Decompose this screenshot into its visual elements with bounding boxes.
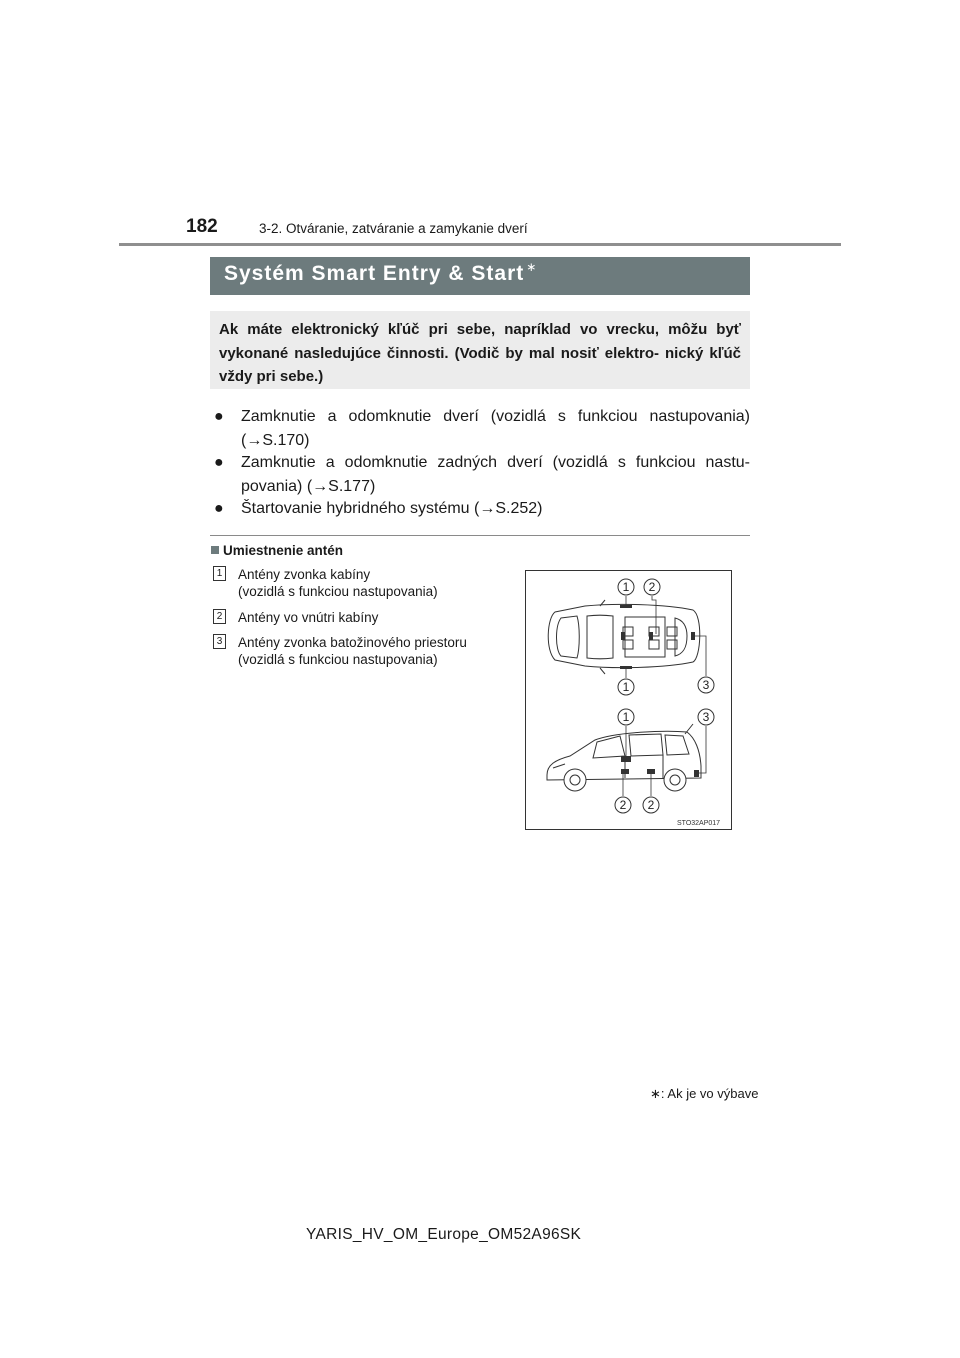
antenna-number-badge: 1 <box>213 566 226 581</box>
antenna-mark <box>621 756 631 762</box>
antenna-description-line: Antény vo vnútri kabíny <box>238 610 379 625</box>
bullet-dot: ● <box>214 408 224 425</box>
antenna-mark <box>620 605 632 608</box>
bullet-text: Zamknutie a odomknutie zadných dverí (vozidlá s funkciou nastu- povania) (→S.177) <box>241 454 750 495</box>
antenna-mark <box>649 632 653 640</box>
bullet-dot: ● <box>214 454 224 471</box>
footnote-marker: ∗ <box>650 1086 661 1101</box>
antenna-mark <box>691 632 695 640</box>
section-title: Systém Smart Entry & Start <box>224 262 525 285</box>
antenna-mark <box>647 769 655 774</box>
antenna-description-line: Antény zvonka batožinového priestoru <box>238 635 467 650</box>
bullet-item <box>214 405 750 453</box>
section-divider <box>210 535 750 536</box>
bullet-text: Štartovanie hybridného systému (→S.252) <box>241 500 543 517</box>
bullet-item <box>214 451 750 499</box>
antenna-mark <box>621 769 629 774</box>
antenna-description <box>238 609 378 626</box>
antenna-description <box>238 566 438 600</box>
callout-label: 2 <box>648 580 656 594</box>
antenna-description-line: (vozidlá s funkciou nastupovania) <box>238 652 438 667</box>
antenna-mark <box>694 770 699 777</box>
callout-label: 1 <box>622 680 630 694</box>
footnote <box>650 1086 758 1102</box>
antenna-number-badge: 3 <box>213 634 226 649</box>
subsection-heading-text: Umiestnenie antén <box>223 543 344 558</box>
callout-label: 2 <box>647 798 655 812</box>
intro-box: Ak máte elektronický kľúč pri sebe, napríklad vo vrecku, môžu byť vykonané nasledujúce činnosti. (Vodič by mal nosiť elektro- nický kľúč vždy pri sebe.) <box>210 311 750 389</box>
callout-label: 1 <box>622 710 630 724</box>
bullet-text: Zamknutie a odomknutie dverí (vozidlá s funkciou nastupovania) (→S.170) <box>241 408 750 449</box>
antenna-mark <box>621 632 625 640</box>
callout-label: 3 <box>702 678 710 692</box>
callout-label: 2 <box>619 798 627 812</box>
antenna-description-line: Antény zvonka kabíny <box>238 567 371 582</box>
header-divider <box>119 243 841 246</box>
callout-label: 1 <box>622 580 630 594</box>
bullet-dot: ● <box>214 500 224 517</box>
car-antenna-diagram <box>525 570 732 830</box>
section-title-bar <box>210 257 750 295</box>
figure-code: STO32AP017 <box>677 820 721 827</box>
callout-label: 3 <box>702 710 710 724</box>
subsection-heading <box>211 543 343 558</box>
bullet-item <box>214 497 750 521</box>
antenna-number-badge: 2 <box>213 609 226 624</box>
footnote-text: : Ak je vo výbave <box>660 1086 759 1101</box>
optional-marker: ∗ <box>526 260 538 274</box>
document-id: YARIS_HV_OM_Europe_OM52A96SK <box>306 1226 582 1243</box>
page-number: 182 <box>186 216 218 237</box>
antenna-mark <box>620 666 632 669</box>
antenna-location-figure <box>525 570 732 830</box>
square-bullet-icon <box>211 546 219 554</box>
antenna-description <box>238 634 467 668</box>
section-path: 3-2. Otváranie, zatváranie a zamykanie dverí <box>259 221 528 236</box>
antenna-description-line: (vozidlá s funkciou nastupovania) <box>238 584 438 599</box>
